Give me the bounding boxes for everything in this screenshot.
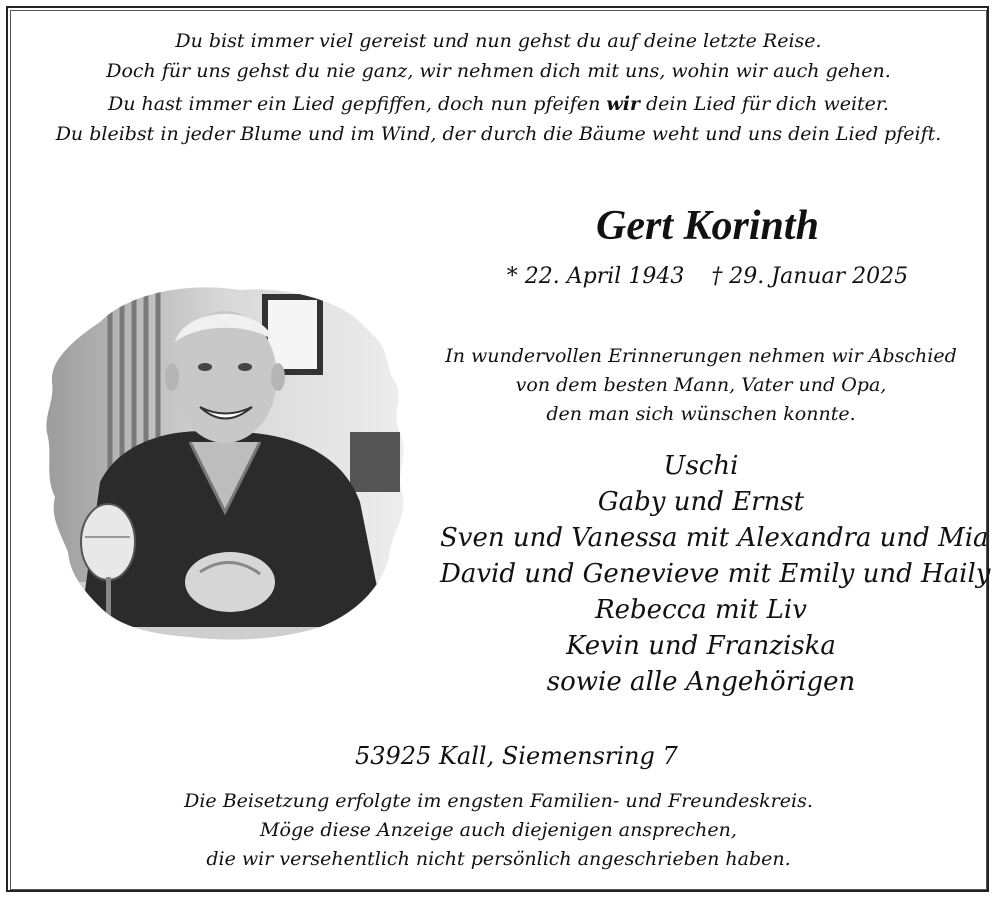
birth-date: * 22. April 1943 [506,264,685,289]
mourner-3: Sven und Vanessa mit Alexandra und Mia [440,523,989,553]
deceased-name: Gert Korinth [596,203,819,249]
mourner-2: Gaby und Ernst [597,487,805,517]
farewell-line-3: den man sich wünschen konnte. [546,403,856,425]
farewell-line-1: In wundervollen Erinnerungen nehmen wir Abschied [445,345,957,367]
poem-emphasis: wir [606,93,640,115]
poem-line-1: Du bist immer viel gereist und nun gehst du auf deine letzte Reise. [175,30,822,52]
mourner-1: Uschi [663,451,739,481]
poem [0,26,997,149]
closing-note [0,787,997,874]
death-date: † 29. Januar 2025 [711,264,909,289]
mourner-6: Kevin und Franziska [566,631,836,661]
poem-line-4: Du bleibst in jeder Blume und im Wind, der durch die Bäume weht und uns dein Lied pfeift. [55,123,942,145]
poem-line-3: Du hast immer ein Lied gepfiffen, doch nun pfeifen wir dein Lied für dich weiter. [108,93,889,115]
mourner-7: sowie alle Angehörigen [546,667,856,697]
closing-line-2: Möge diese Anzeige auch diejenigen ansprechen, [260,819,737,841]
poem-line-2: Doch für uns gehst du nie ganz, wir nehmen dich mit uns, wohin wir auch gehen. [106,60,891,82]
mourner-4: David und Genevieve mit Emily und Haily [440,559,991,589]
portrait-photo [40,282,410,642]
life-dates [480,264,935,289]
closing-line-1: Die Beisetzung erfolgte im engsten Familien- und Freundeskreis. [184,790,813,812]
farewell-text [440,342,962,429]
mourners-list [440,448,991,700]
address: 53925 Kall, Siemensring 7 [355,742,678,770]
closing-line-3: die wir versehentlich nicht persönlich angeschrieben haben. [206,848,791,870]
farewell-line-2: von dem besten Mann, Vater und Opa, [515,374,887,396]
mourner-5: Rebecca mit Liv [595,595,807,625]
